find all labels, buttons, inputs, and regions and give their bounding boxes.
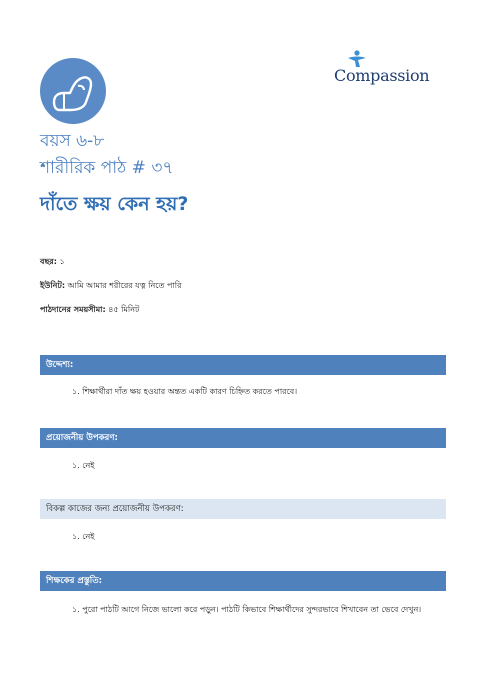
meta-unit-value: আমি আমার শরীরের যত্ন নিতে পারি <box>65 281 182 290</box>
logo-text: Compassion <box>334 66 430 85</box>
meta-unit-label: ইউনিট: <box>40 281 66 290</box>
meta-time-label: পাঠদানের সময়সীমা: <box>40 305 106 314</box>
list-item: ১. নেই <box>72 532 95 541</box>
meta-time-value: ৪৫ মিনিট <box>105 305 140 314</box>
meta-year <box>40 256 65 269</box>
page-title: দাঁতে ক্ষয় কেন হয়? <box>40 193 189 215</box>
list-item: ১. পুরো পাঠটি আগে নিজে ভালো করে পড়ুন। পাঠটি কিভাবে শিক্ষার্থীদের সুন্দরভাবে শিখাবেন তা ভেবে দেখুন। <box>72 605 422 614</box>
list-item: ১. নেই <box>72 461 95 470</box>
section-heading-alt-materials: বিকল্প কাজের জন্য প্রয়োজনীয় উপকরণ: <box>40 499 446 519</box>
meta-time <box>40 304 139 317</box>
age-range: বয়স ৬-৮ <box>40 131 105 151</box>
list-item: ১. শিক্ষার্থীরা দাঁত ক্ষয় হওয়ার অন্তত একটি কারণ চিহ্নিত করতে পারবে। <box>72 387 298 396</box>
meta-year-value: ১ <box>56 257 65 266</box>
section-heading-materials: প্রয়োজনীয় উপকরণ: <box>40 428 446 448</box>
section-heading-objective: উদ্দেশ্য: <box>40 355 446 375</box>
meta-unit <box>40 280 181 293</box>
flexed-arm-icon <box>40 58 106 124</box>
physical-lesson-badge <box>40 58 106 124</box>
lesson-number: শারীরিক পাঠ # ৩৭ <box>40 158 174 178</box>
compassion-logo <box>330 50 442 90</box>
section-heading-teacher-prep: শিক্ষকের প্রস্তুতি: <box>40 571 446 591</box>
meta-year-label: বছর: <box>40 257 57 266</box>
